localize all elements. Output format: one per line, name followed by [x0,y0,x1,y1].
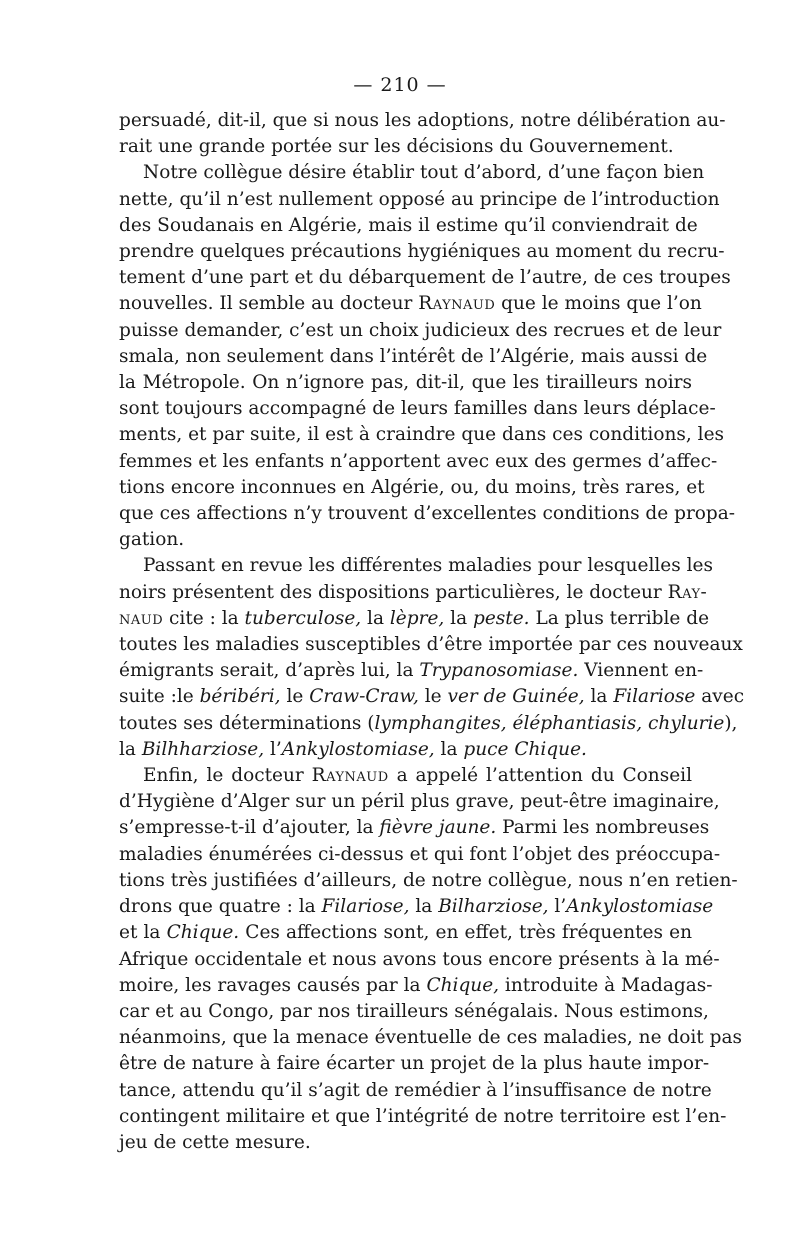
small-caps-name: Raynaud [418,293,496,315]
italic-text: Trypanosomiase. [419,660,579,682]
text-line [119,108,726,134]
text-run: néanmoins, que la menace éventuelle de ces maladies, ne doit pas [119,1027,742,1049]
text-line [119,737,692,763]
text-run: noirs présentent des dispositions particulières, le docteur [119,581,668,603]
text-line [119,947,720,973]
text-line [119,815,710,841]
text-run: tement d’une part et du débarquement de l’autre, de ces troupes [119,267,731,289]
text-run: le [418,686,448,708]
text-line [119,868,738,894]
italic-text: puce Chique. [463,738,587,760]
text-line [119,318,722,344]
text-line [119,422,725,448]
text-run: femmes et les enfants n’apportent avec eux des germes d’affec- [119,450,718,472]
italic-text: béribéri, [199,686,281,708]
text-line [119,527,692,553]
text-run: ), [724,712,738,734]
italic-text: Bilhharziose, [141,738,265,760]
text-run: contingent militaire et que l’intégrité de notre territoire est l’en- [119,1105,727,1127]
italic-text: peste. [473,607,530,629]
text-run: maladies énumérées ci-dessus et qui font l’objet des préoccupa- [119,843,721,865]
text-run: et la [119,922,167,944]
text-run: puisse demander, c’est un choix judicieux des recrues et de leur [119,319,722,341]
text-run: que ces affections n’y trouvent d’excellentes conditions de propa- [119,503,736,525]
text-run: toutes ses déterminations ( [119,712,375,734]
text-line [119,711,738,737]
text-run: car et au Congo, par nos tirailleurs sénégalais. Nous estimons, [119,1000,709,1022]
text-run: Parmi les nombreuses [496,817,710,839]
small-caps-name: Ray- [667,581,708,603]
text-run: Passant en revue les différentes maladies pour lesquelles les [143,555,713,577]
text-line [119,763,692,789]
text-run: être de nature à faire écarter un projet de la plus haute impor- [119,1053,710,1075]
page-number: — 210 — [353,74,447,96]
italic-text: ver de Guinée, [447,686,585,708]
text-run: nette, qu’il n’est nullement opposé au principe de l’introduction [119,188,720,210]
text-run: nouvelles. Il semble au docteur [119,293,419,315]
italic-text: Filariose, [321,896,410,918]
text-line [119,999,709,1025]
text-run: la [434,738,464,760]
text-run: d’Hygiène d’Alger sur un péril plus grave, peut-être imaginaire, [119,791,720,813]
text-run: la [361,607,390,629]
text-line [119,658,704,684]
text-run: tance, attendu qu’il s’agit de remédier à l’insuffisance de notre [119,1079,712,1101]
text-run: Ces affections sont, en effet, très fréquentes en [239,922,692,944]
small-caps-name: naud [119,607,164,629]
text-line [119,396,716,422]
small-caps-name: Raynaud [311,765,389,787]
text-run: la [584,686,614,708]
text-line [119,973,713,999]
text-run: tions très justifiées d’ailleurs, de notre collègue, nous n’en retien- [119,869,738,891]
text-run: Afrique occidentale et nous avons tous encore présents à la mé- [119,948,720,970]
body-text [119,108,745,1156]
text-line [119,632,743,658]
italic-text: Bilharziose, [438,896,549,918]
text-run: prendre quelques précautions hygiéniques au moment du recru- [119,241,725,263]
text-run: a appelé l’attention du Conseil [388,765,693,787]
text-line [119,134,692,160]
italic-text: Chique, [426,974,500,996]
text-line [119,894,714,920]
text-line [119,501,736,527]
text-run: jeu de cette mesure. [119,1131,311,1153]
text-run: suite :le [119,686,200,708]
text-line [119,291,702,317]
italic-text: Chique. [166,922,240,944]
italic-text: Filariose [613,686,696,708]
text-run: avec [695,686,745,708]
italic-text: fièvre jaune. [379,817,497,839]
text-line [119,606,710,632]
text-line [119,920,692,946]
text-line [119,449,718,475]
text-run: sont toujours accompagné de leurs familles dans leurs déplace- [119,398,716,420]
text-run: Notre collègue désire établir tout d’abord, d’une façon bien [143,162,705,184]
text-run: que le moins que l’on [495,293,702,315]
text-line [119,187,720,213]
text-line [119,1078,712,1104]
text-run: gation. [119,529,185,551]
text-run: La plus terrible de [529,607,710,629]
italic-text: tuberculose, [244,607,362,629]
text-run: introduite à Madagas- [499,974,713,996]
text-run: tions encore inconnues en Algérie, ou, du moins, très rares, et [119,476,705,498]
text-run: rait une grande portée sur les décisions du Gouvernement. [119,136,674,158]
italic-text: Craw-Craw, [309,686,419,708]
text-run: des Soudanais en Algérie, mais il estime qu’il conviendrait de [119,214,698,236]
text-run: la [119,738,142,760]
text-line [119,239,725,265]
text-line [119,213,698,239]
text-line [119,789,720,815]
text-line [119,475,705,501]
text-run: Viennent en- [578,660,704,682]
text-run: toutes les maladies susceptibles d’être importée par ces nouveaux [119,634,743,656]
text-run: persuadé, dit-il, que si nous les adoptions, notre délibération au- [119,110,726,131]
text-run: l’ [548,896,567,918]
text-run: moire, les ravages causés par la [119,974,427,996]
text-line [119,370,692,396]
italic-text: Ankylostomiase [566,896,714,918]
italic-text: lymphangites, éléphantiasis, chylurie [374,712,725,734]
text-run: cite : la [163,607,245,629]
text-line [119,344,708,370]
text-line [119,684,745,710]
text-line [119,553,713,579]
text-line [119,265,731,291]
text-run: émigrants serait, d’après lui, la [119,660,420,682]
text-line [119,1051,710,1077]
text-run: s’empresse-t-il d’ajouter, la [119,817,380,839]
text-line [119,842,721,868]
text-line [119,1025,742,1051]
text-run: le [280,686,310,708]
text-run: l’ [264,738,282,760]
text-run: smala, non seulement dans l’intérêt de l’Algérie, mais aussi de [119,345,708,367]
text-run: ments, et par suite, il est à craindre que dans ces conditions, les [119,424,725,446]
text-line [119,160,705,186]
text-run: drons que quatre : la [119,896,322,918]
text-run: la Métropole. On n’ignore pas, dit-il, que les tirailleurs noirs [119,372,692,394]
text-run: la [409,896,439,918]
italic-text: Ankylostomiase, [281,738,435,760]
text-line [119,1104,727,1130]
text-run: la [444,607,473,629]
text-run: Enfin, le docteur [143,765,312,787]
text-line [119,1130,692,1156]
italic-text: lèpre, [389,607,445,629]
text-line [119,580,708,606]
